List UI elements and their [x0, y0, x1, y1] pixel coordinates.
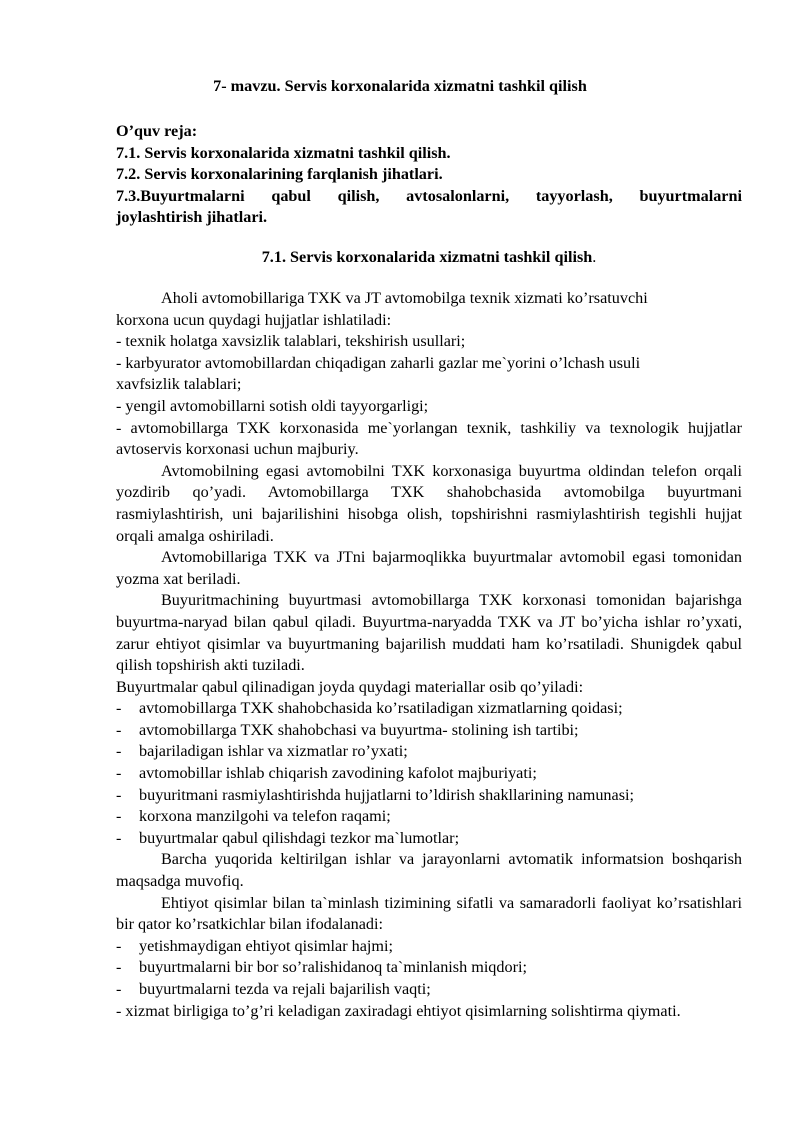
plan-item: 7.3.Buyurtmalarni qabul qilish, avtosalonlarni, tayyorlash, buyurtmalarni: [116, 186, 742, 205]
paragraph: Buyuritmachining buyurtmasi avtomobillarga TXK korxonasi tomonidan bajarishga buyurtma-naryad bilan qabul qiladi. Buyurtma-naryadda TXK va JT bo’yicha ishlar ro’yxati, zarur ehtiyot qisimlar va buyurtmaning bajarilish muddati ham ko’rsatiladi. Shunigdek qabul qilish topshirish akti tuziladi.: [116, 591, 742, 675]
dash-marker: -: [116, 807, 122, 826]
list-item-text: avtomobillar ishlab chiqarish zavodining kafolot majburiyati;: [139, 764, 537, 783]
paragraph: Buyurtmalar qabul qilinadigan joyda quydagi materiallar osib qo’yiladi:: [116, 677, 584, 696]
list-item-text: buyurtmalar qabul qilishdagi tezkor ma`lumotlar;: [139, 828, 460, 847]
paragraph-line: Aholi avtomobillariga TXK va JT avtomobilga texnik xizmati ko’rsatuvchi: [161, 289, 648, 307]
list-item: - yengil avtomobillarni sotish oldi tayyorgarligi;: [116, 396, 429, 415]
list-item: [116, 957, 742, 979]
document-body: [116, 288, 742, 1022]
plan-item: 7.2. Servis korxonalarining farqlanish jihatlari.: [116, 165, 443, 184]
plan-item: joylashtirish jihatlari.: [116, 208, 268, 227]
list-item-text: avtomobillarga TXK shahobchasida ko’rsatiladigan xizmatlarning qoidasi;: [139, 699, 623, 718]
paragraph: Barcha yuqorida keltirilgan ishlar va jarayonlarni avtomatik informatsion boshqarish maqsadga muvofiq.: [116, 850, 742, 891]
paragraph: Ehtiyot qisimlar bilan ta`minlash tizimining sifatli va samaradorli faoliyat ko’rsatishlari bir qator ko’rsatkichlar bilan ifodalanadi:: [116, 893, 742, 934]
paragraph: Avtomobilning egasi avtomobilni TXK korxonasiga buyurtma oldindan telefon orqali yozdirib qo’yadi. Avtomobillarga TXK shahobchasida avtomobilga buyurtmani rasmiylashtirish, uni bajarilishini hisobga olish, topshirishni rasmiylashtirish tegishli hujjat orqali amalga oshiriladi.: [116, 461, 742, 545]
list-item-text: avtomobillarga TXK shahobchasi va buyurtma- stolining ish tartibi;: [139, 720, 579, 739]
plan-item: 7.1. Servis korxonalarida xizmatni tashkil qilish.: [116, 143, 451, 162]
section-title-suffix: .: [592, 248, 597, 266]
list-item: [116, 698, 742, 720]
section-title: [0, 247, 800, 269]
list-item: - avtomobillarga TXK korxonasida me`yorlangan texnik, tashkiliy va texnologik hujjatlar avtoservis korxonasi uchun majburiy.: [116, 418, 742, 459]
list-item-continuation: xavfsizlik talablari;: [116, 375, 242, 394]
list-item: [116, 979, 742, 1001]
list-item: [116, 741, 742, 763]
plan-heading: O’quv reja:: [116, 122, 198, 140]
list-item-text: buyurtmalarni tezda va rejali bajarilish vaqti;: [139, 980, 431, 998]
list-item-text: yetishmaydigan ehtiyot qisimlar hajmi;: [139, 936, 394, 955]
dash-marker: -: [116, 936, 122, 955]
paragraph-line: korxona ucun quydagi hujjatlar ishlatiladi:: [116, 310, 392, 329]
page-title: 7- mavzu. Servis korxonalarida xizmatni tashkil qilish: [213, 77, 587, 95]
dash-marker: -: [116, 785, 122, 804]
list-item: [116, 828, 742, 850]
list-item-text: buyurtmalarni bir bor so’ralishidanoq ta`minlanish miqdori;: [139, 958, 527, 977]
list-item-text: bajariladigan ishlar va xizmatlar ro’yxati;: [139, 742, 408, 761]
list-item-text: buyuritmani rasmiylashtirishda hujjatlarni to’ldirish shakllarining namunasi;: [139, 785, 634, 804]
list-item: [116, 785, 742, 807]
dash-marker: -: [116, 958, 122, 977]
paragraph: Avtomobillariga TXK va JTni bajarmoqlikka buyurtmalar avtomobil egasi tomonidan yozma xat beriladi.: [116, 548, 742, 588]
list-item-text: korxona manzilgohi va telefon raqami;: [139, 807, 391, 826]
study-plan: [116, 121, 742, 229]
section-title-text: 7.1. Servis korxonalarida xizmatni tashkil qilish: [261, 248, 593, 266]
list-item: [116, 763, 742, 785]
dash-marker: -: [116, 764, 122, 783]
dash-marker: -: [116, 828, 122, 847]
list-item: [116, 806, 742, 828]
dash-marker: -: [116, 980, 122, 998]
dash-marker: -: [116, 742, 122, 761]
dash-marker: -: [116, 720, 122, 739]
list-item: - texnik holatga xavsizlik talablari, tekshirish usullari;: [116, 332, 466, 351]
list-item: [116, 936, 742, 958]
list-item: - karbyurator avtomobillardan chiqadigan zaharli gazlar me`yorini o’lchash usuli: [116, 353, 641, 372]
list-item: [116, 720, 742, 742]
dash-marker: -: [116, 699, 122, 718]
list-item: - xizmat birligiga to’g’ri keladigan zaxiradagi ehtiyot qisimlarning solishtirma qiymati.: [116, 1001, 681, 1020]
